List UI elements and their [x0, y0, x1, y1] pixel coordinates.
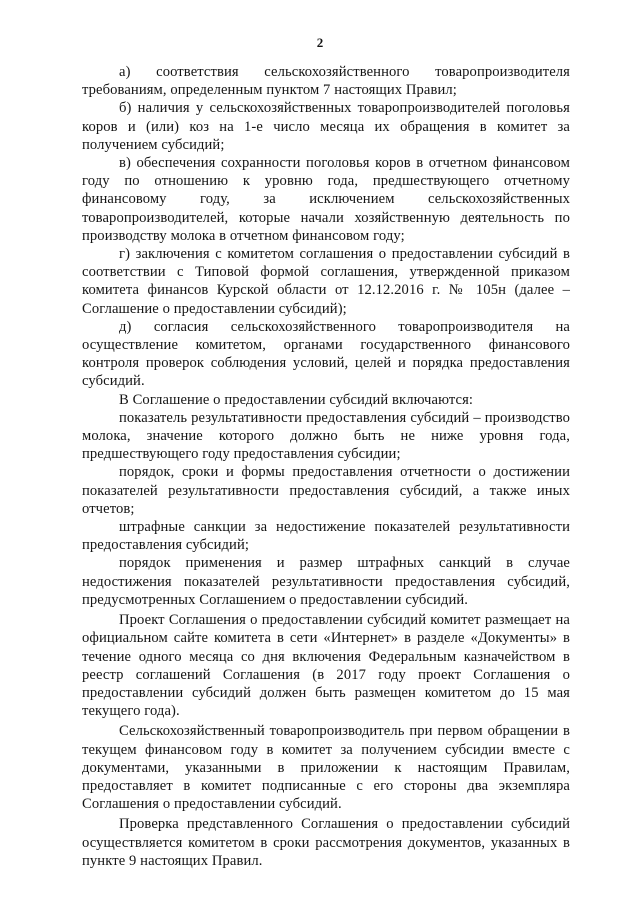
paragraph-first-application: Сельскохозяйственный товаропроизводитель при первом обращении в текущем финансовом году в комитет за получением субсидии вместе с документами, указанными в приложении к настоящим Правилам, предоставляет в комитет подписанные с его стороны два экземпляра Соглашения о предоставлении субсидий.	[82, 723, 570, 813]
paragraph-penalty-procedure: порядок применения и размер штрафных санкций в случае недостижения показателей результативности предоставления субсидий, предусмотренных Соглашением о предоставлении субсидий.	[82, 555, 570, 608]
paragraph-reporting-procedure: порядок, сроки и формы предоставления отчетности о достижении показателей результативности предоставления субсидий, а также иных отчетов;	[82, 464, 570, 517]
paragraph-verification: Проверка представленного Соглашения о предоставлении субсидий осуществляется комитетом в сроки рассмотрения документов, указанных в пункте 9 настоящих Правил.	[82, 816, 570, 869]
page-number: 2	[316, 35, 324, 50]
paragraph-b: б) наличия у сельскохозяйственных товаропроизводителей поголовья коров и (или) коз на 1-е число месяца их обращения в комитет за получением субсидий;	[82, 100, 570, 153]
paragraph-a: а) соответствия сельскохозяйственного товаропроизводителя требованиям, определенным пунктом 7 настоящих Правил;	[82, 64, 570, 99]
paragraph-agreement-includes: В Соглашение о предоставлении субсидий включаются:	[119, 391, 474, 408]
paragraph-g: г) заключения с комитетом соглашения о предоставлении субсидий в соответствии с Типовой формой соглашения, утвержденной приказом комитета финансов Курской области от 12.12.2016 г. № 105н (далее – Соглашение о предоставлении субсидий);	[82, 246, 570, 317]
paragraph-d: д) согласия сельскохозяйственного товаропроизводителя на осуществление комитетом, органами государственного финансового контроля проверок соблюдения условий, целей и порядка предоставления субсидий.	[82, 318, 570, 390]
paragraph-penalties: штрафные санкции за недостижение показателей результативности предоставления субсидий;	[82, 519, 570, 554]
document-body	[82, 63, 570, 870]
paragraph-draft-agreement: Проект Соглашения о предоставлении субсидий комитет размещает на официальном сайте комитета в сети «Интернет» в разделе «Документы» в течение одного месяца со дня включения Федеральным казначейством в реестр соглашений Соглашения (в 2017 году проект Соглашения о предоставлении субсидий должен быть размещен комитетом до 15 мая текущего года).	[82, 612, 570, 720]
paragraph-v: в) обеспечения сохранности поголовья коров в отчетном финансовом году по отношению к уровню года, предшествующего отчетному финансовому году, за исключением сельскохозяйственных товаропроизводителей, которые начали хозяйственную деятельность по производству молока в отчетном финансовом году;	[82, 155, 570, 244]
paragraph-performance-indicator: показатель результативности предоставления субсидий – производство молока, значение которого должно быть не ниже уровня года, предшествующего году предоставления субсидии;	[82, 409, 570, 463]
